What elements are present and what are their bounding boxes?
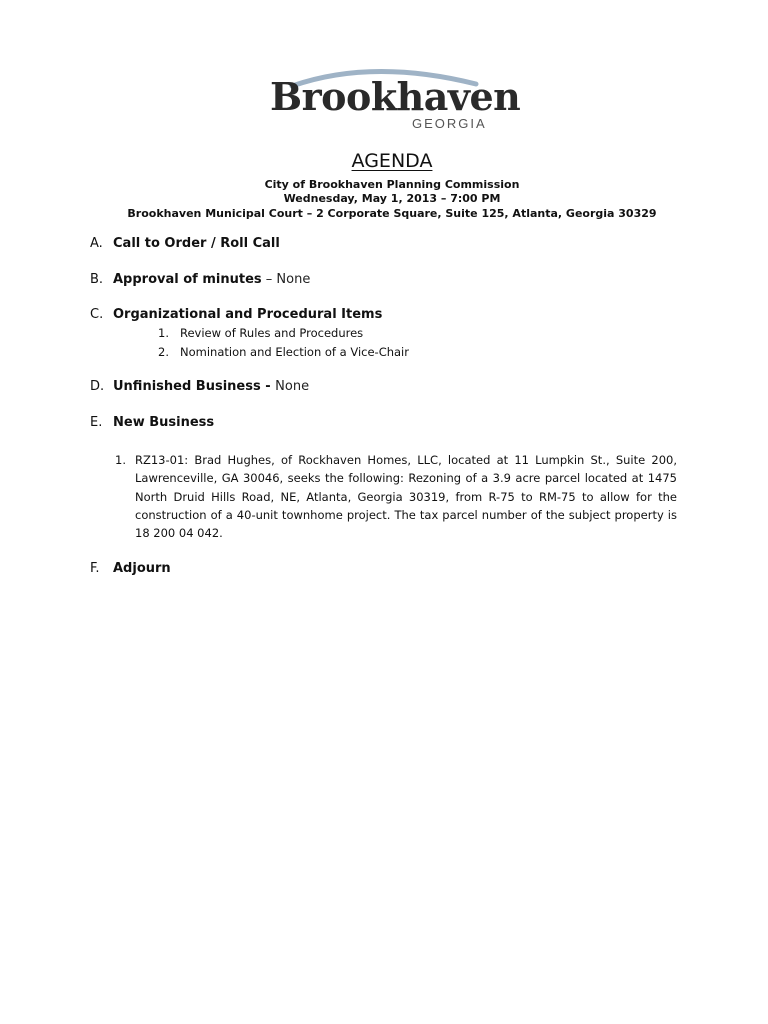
item-label: Call to Order / Roll Call	[113, 236, 280, 251]
item-label: New Business	[113, 415, 215, 430]
meeting-body: City of Brookhaven Planning Commission	[264, 178, 520, 191]
new-business-number: 1.	[115, 453, 126, 467]
agenda-item-c	[90, 306, 382, 324]
agenda-title	[0, 149, 768, 173]
item-letter: A.	[90, 236, 103, 251]
meeting-location: Brookhaven Municipal Court – 2 Corporate Square, Suite 125, Atlanta, Georgia 30329	[127, 207, 657, 220]
agenda-item-a	[90, 235, 280, 253]
logo-subtitle: GEORGIA	[412, 116, 487, 131]
item-letter: D.	[90, 379, 105, 394]
brookhaven-logo	[262, 64, 521, 136]
item-letter: B.	[90, 272, 104, 287]
item-letter: F.	[90, 561, 100, 576]
subitem-text: Nomination and Election of a Vice-Chair	[180, 345, 409, 359]
subitem-vice-chair	[158, 344, 409, 360]
item-value: None	[275, 379, 310, 394]
subitem-review-rules	[158, 325, 363, 341]
meeting-date: Wednesday, May 1, 2013 – 7:00 PM	[283, 192, 501, 205]
item-separator: -	[260, 379, 276, 394]
subitem-text: Review of Rules and Procedures	[180, 326, 364, 340]
agenda-item-f	[90, 560, 171, 578]
item-value: None	[276, 272, 311, 287]
item-label: Organizational and Procedural Items	[113, 307, 383, 322]
agenda-item-e	[90, 414, 214, 432]
item-label: Approval of minutes	[113, 272, 262, 287]
agenda-item-d	[90, 378, 309, 396]
item-separator: –	[261, 272, 277, 287]
item-label: Unfinished Business	[113, 379, 261, 394]
item-label: Adjourn	[113, 561, 171, 576]
item-letter: E.	[90, 415, 103, 430]
new-business-rz13-01: RZ13-01: Brad Hughes, of Rockhaven Homes, LLC, located at 11 Lumpkin St., Suite 200, Lawrenceville, GA 30046, seeks the following: Rezoning of a 3.9 acre parcel located at 1475 North Druid Hills Road, NE, Atlanta, Georgia 30319, from R-75 to RM-75 to allow for the construction of a 40-unit townhome project. The tax parcel number of the subject property is 18 200 04 042.	[135, 453, 677, 541]
logo-wordmark: Brookhaven	[270, 74, 521, 119]
item-letter: C.	[90, 307, 104, 322]
subitem-number: 2.	[158, 345, 169, 359]
subitem-number: 1.	[158, 326, 169, 340]
agenda-item-b	[90, 271, 310, 289]
agenda-title-text: AGENDA	[351, 150, 433, 172]
